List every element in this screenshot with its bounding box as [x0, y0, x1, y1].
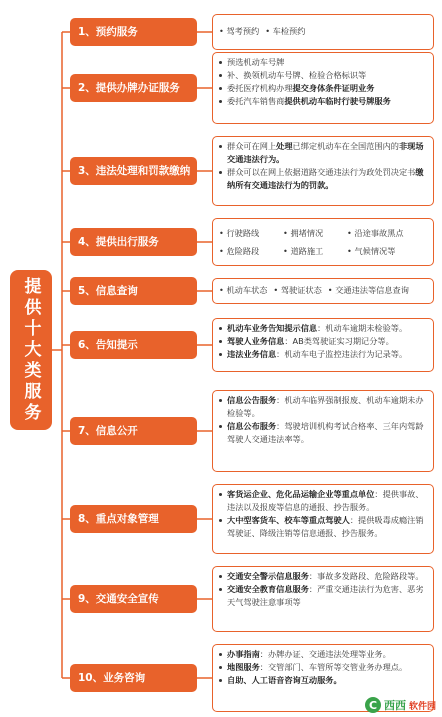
line-bold-text: 机动车业务告知提示信息: [227, 323, 318, 333]
category-10: 10、业务咨询: [70, 664, 197, 692]
logo-mark: C: [365, 697, 381, 713]
logo-subtext: 软件园: [408, 701, 436, 712]
detail-line: [219, 69, 427, 82]
line-bold-text: 信息公告服务: [227, 395, 277, 405]
service-item: • 气候情况等: [347, 242, 395, 260]
detail-box-9: [212, 566, 434, 632]
root-node: [10, 270, 52, 430]
service-item: • 行驶路线: [219, 224, 277, 242]
service-item: • 驾考预约: [219, 18, 259, 45]
detail-box-7: [212, 390, 434, 472]
service-item: • 驾驶证状态: [273, 282, 321, 299]
detail-line: [219, 166, 427, 192]
line-text: ：事故多发路段、危险路段等。: [308, 571, 424, 581]
category-5: 5、信息查询: [70, 277, 197, 305]
line-text: ：提供吸毒成瘾注销驾驶证、降级注销等信息通报、抄告服务。: [227, 515, 424, 538]
service-item: • 机动车状态: [219, 282, 267, 299]
line-text: ：机动车电子监控违法行为记录等。: [276, 349, 408, 359]
line-text: ：提供事故、违法以及报废等信息的通报、抄告服务。: [227, 489, 424, 512]
line-bold-text: 非现场交通违法行为。: [227, 141, 424, 164]
item-row: [219, 242, 427, 260]
detail-line: [219, 335, 427, 348]
detail-line: [219, 82, 427, 95]
line-bold-text: 自助、人工语音咨询互动服务。: [227, 675, 342, 685]
detail-line: [219, 674, 427, 687]
line-text: 补、换领机动车号牌、检验合格标识等: [227, 70, 367, 80]
item-row: [219, 18, 427, 45]
line-bold-text: 交通安全警示信息服务: [227, 571, 309, 581]
detail-line: [219, 140, 427, 166]
detail-box-2: [212, 52, 434, 124]
service-item: • 交通违法等信息查询: [328, 282, 409, 299]
line-text: 委托医疗机构办理: [227, 83, 293, 93]
service-item: • 车检预约: [265, 18, 305, 45]
line-bold-text: 交通安全教育信息服务: [227, 584, 309, 594]
item-row: [219, 282, 427, 299]
line-text: 群众可在网上: [227, 141, 277, 151]
category-7: 7、信息公开: [70, 417, 197, 445]
service-item: • 道路施工: [283, 242, 341, 260]
detail-box-8: [212, 484, 434, 554]
service-item: • 沿途事故黑点: [347, 224, 404, 242]
service-item: • 拥堵情况: [283, 224, 341, 242]
line-bold-text: 提供机动车临时行驶号牌服务: [284, 96, 391, 106]
line-bold-text: 驾驶人业务信息: [227, 336, 285, 346]
line-text: 已绑定机动车在全国范围内的: [292, 141, 399, 151]
line-bold-text: 信息公布服务: [227, 421, 277, 431]
detail-line: [219, 570, 427, 583]
detail-line: [219, 583, 427, 609]
watermark-logo: [365, 696, 436, 714]
logo-text: 西西: [383, 699, 406, 712]
line-bold-text: 缴纳所有交通违法行为的罚款。: [227, 167, 424, 190]
detail-box-4: [212, 218, 434, 266]
detail-line: [219, 661, 427, 674]
line-text: 预选机动车号牌: [227, 57, 285, 67]
root-title: 提供十大类服务: [20, 276, 41, 424]
line-text: ：机动车临界强制报废、机动车逾期未办检验等。: [227, 395, 424, 418]
detail-line: [219, 488, 427, 514]
category-9: 9、交通安全宣传: [70, 585, 197, 613]
detail-line: [219, 420, 427, 446]
line-text: ：驾驶培训机构考试合格率、三年内驾龄驾驶人交通违法率等。: [227, 421, 424, 444]
category-6: 6、告知提示: [70, 331, 197, 359]
service-item: • 危险路段: [219, 242, 277, 260]
detail-line: [219, 348, 427, 361]
line-text: ：严重交通违法行为危害、恶劣天气驾驶注意事项等: [227, 584, 424, 607]
line-bold-text: 提交身体条件证明业务: [292, 83, 375, 93]
line-bold-text: 客货运企业、危化品运输企业等重点单位: [227, 489, 375, 499]
line-bold-text: 大中型客货车、校车等重点驾驶人: [227, 515, 350, 525]
detail-line: [219, 322, 427, 335]
category-3: 3、违法处理和罚款缴纳: [70, 157, 197, 185]
line-text: ：交管部门、车管所等交管业务办理点。: [259, 662, 408, 672]
line-text: 委托汽车销售商: [227, 96, 285, 106]
line-bold-text: 违法业务信息: [227, 349, 277, 359]
line-bold-text: 办事指南: [227, 649, 260, 659]
line-text: ：机动车逾期未检验等。: [317, 323, 408, 333]
line-bold-text: 地图服务: [227, 662, 260, 672]
detail-line: [219, 514, 427, 540]
detail-line: [219, 394, 427, 420]
category-4: 4、提供出行服务: [70, 228, 197, 256]
detail-box-6: [212, 318, 434, 372]
detail-box-1: [212, 14, 434, 50]
category-2: 2、提供办牌办证服务: [70, 74, 197, 102]
line-text: 群众可以在网上依据道路交通违法行为政处罚决定书: [227, 167, 416, 177]
item-row: [219, 224, 427, 242]
category-1: 1、预约服务: [70, 18, 197, 46]
line-text: ：AB类驾驶证实习期记分等。: [284, 336, 394, 346]
detail-line: [219, 95, 427, 108]
line-text: ：办牌办证、交通违法处理等业务。: [259, 649, 391, 659]
detail-box-5: [212, 278, 434, 304]
detail-line: [219, 648, 427, 661]
category-8: 8、重点对象管理: [70, 505, 197, 533]
line-bold-text: 处理: [276, 141, 293, 151]
detail-line: [219, 56, 427, 69]
detail-box-3: [212, 136, 434, 206]
